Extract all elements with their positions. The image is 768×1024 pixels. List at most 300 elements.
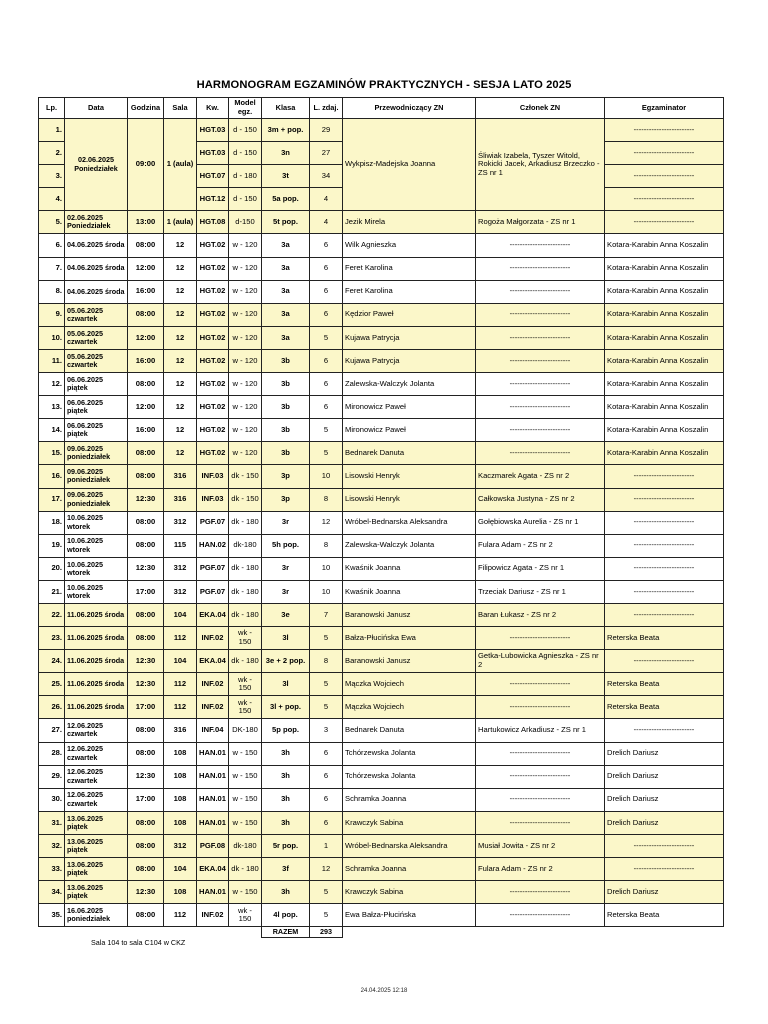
examiner: Drelich Dariusz — [605, 811, 724, 834]
committee-chair: Baranowski Janusz — [343, 603, 476, 626]
exam-room: 316 — [164, 488, 197, 511]
class-name: 3b — [262, 419, 310, 442]
exam-model: w - 150 — [229, 788, 262, 811]
committee-chair: Jezik Mirela — [343, 211, 476, 234]
exam-room: 108 — [164, 881, 197, 904]
table-row — [39, 257, 724, 280]
class-name: 5h pop. — [262, 534, 310, 557]
candidate-count: 6 — [310, 349, 343, 372]
exam-time: 12:30 — [128, 765, 164, 788]
qualification-code: HAN.01 — [197, 788, 229, 811]
examiner: Reterska Beata — [605, 904, 724, 927]
committee-member: Hartukowicz Arkadiusz - ZS nr 1 — [476, 719, 605, 742]
class-name: 3m + pop. — [262, 119, 310, 142]
class-name: 3r — [262, 580, 310, 603]
exam-date: 13.06.2025 piątek — [65, 881, 128, 904]
exam-model: wk - 150 — [229, 673, 262, 696]
committee-chair: Krawczyk Sabina — [343, 881, 476, 904]
row-number: 19. — [39, 534, 65, 557]
exam-model: w - 150 — [229, 742, 262, 765]
examiner: Kotara-Karabin Anna Koszalin — [605, 373, 724, 396]
exam-date: 04.06.2025 środa — [65, 234, 128, 257]
committee-member: ------------------------ — [476, 696, 605, 719]
committee-member: Trzeciak Dariusz - ZS nr 1 — [476, 580, 605, 603]
table-row — [39, 488, 724, 511]
class-name: 3f — [262, 858, 310, 881]
exam-date: 05.06.2025 czwartek — [65, 349, 128, 372]
row-number: 24. — [39, 650, 65, 673]
exam-model: wk - 150 — [229, 904, 262, 927]
qualification-code: HGT.02 — [197, 234, 229, 257]
candidate-count: 4 — [310, 211, 343, 234]
exam-room: 312 — [164, 834, 197, 857]
qualification-code: PGF.07 — [197, 511, 229, 534]
exam-date: 13.06.2025 piątek — [65, 811, 128, 834]
exam-room: 1 (aula) — [164, 119, 197, 211]
row-number: 21. — [39, 580, 65, 603]
candidate-count: 6 — [310, 303, 343, 326]
class-name: 5r pop. — [262, 834, 310, 857]
qualification-code: INF.03 — [197, 488, 229, 511]
candidate-count: 10 — [310, 465, 343, 488]
exam-room: 312 — [164, 557, 197, 580]
exam-model: w - 120 — [229, 326, 262, 349]
column-header: Kw. — [197, 98, 229, 119]
exam-time: 12:00 — [128, 257, 164, 280]
row-number: 22. — [39, 603, 65, 626]
table-row — [39, 580, 724, 603]
class-name: 3h — [262, 788, 310, 811]
exam-model: dk - 180 — [229, 858, 262, 881]
committee-chair: Feret Karolina — [343, 280, 476, 303]
exam-model: w - 150 — [229, 765, 262, 788]
exam-room: 108 — [164, 788, 197, 811]
qualification-code: HGT.07 — [197, 165, 229, 188]
table-row — [39, 765, 724, 788]
candidate-count: 8 — [310, 650, 343, 673]
table-row — [39, 234, 724, 257]
row-number: 30. — [39, 788, 65, 811]
class-name: 3e + 2 pop. — [262, 650, 310, 673]
exam-time: 13:00 — [128, 211, 164, 234]
exam-room: 104 — [164, 858, 197, 881]
exam-date: 06.06.2025 piątek — [65, 419, 128, 442]
exam-model: w - 120 — [229, 373, 262, 396]
exam-model: dk - 180 — [229, 603, 262, 626]
class-name: 3a — [262, 326, 310, 349]
class-name: 3b — [262, 442, 310, 465]
table-row — [39, 373, 724, 396]
row-number: 14. — [39, 419, 65, 442]
class-name: 5a pop. — [262, 188, 310, 211]
committee-member: ------------------------ — [476, 373, 605, 396]
exam-time: 08:00 — [128, 719, 164, 742]
committee-chair: Mironowicz Paweł — [343, 396, 476, 419]
exam-date: 11.06.2025 środa — [65, 673, 128, 696]
exam-model: wk - 150 — [229, 696, 262, 719]
row-number: 18. — [39, 511, 65, 534]
candidate-count: 34 — [310, 165, 343, 188]
candidate-count: 10 — [310, 557, 343, 580]
candidate-count: 27 — [310, 142, 343, 165]
qualification-code: HGT.02 — [197, 396, 229, 419]
exam-time: 08:00 — [128, 534, 164, 557]
exam-model: dk - 150 — [229, 465, 262, 488]
exam-room: 12 — [164, 349, 197, 372]
examiner: ------------------------ — [605, 142, 724, 165]
committee-member: ------------------------ — [476, 765, 605, 788]
committee-chair: Mironowicz Paweł — [343, 419, 476, 442]
committee-chair: Kujawa Patrycja — [343, 326, 476, 349]
class-name: 3a — [262, 303, 310, 326]
committee-chair: Kujawa Patrycja — [343, 349, 476, 372]
class-name: 3a — [262, 234, 310, 257]
exam-time: 08:00 — [128, 904, 164, 927]
qualification-code: INF.04 — [197, 719, 229, 742]
committee-chair: Tchórzewska Jolanta — [343, 765, 476, 788]
qualification-code: INF.03 — [197, 465, 229, 488]
row-number: 2. — [39, 142, 65, 165]
table-row — [39, 534, 724, 557]
committee-member: Getka-Lubowicka Agnieszka - ZS nr 2 — [476, 650, 605, 673]
exam-date: 09.06.2025 poniedziałek — [65, 488, 128, 511]
exam-room: 108 — [164, 765, 197, 788]
exam-date: 02.06.2025 Poniedziałek — [65, 119, 128, 211]
committee-member: ------------------------ — [476, 280, 605, 303]
table-row — [39, 465, 724, 488]
exam-time: 12:00 — [128, 326, 164, 349]
row-number: 3. — [39, 165, 65, 188]
total-label: RAZEM — [262, 927, 310, 938]
exam-time: 16:00 — [128, 280, 164, 303]
candidate-count: 5 — [310, 627, 343, 650]
examiner: Kotara-Karabin Anna Koszalin — [605, 396, 724, 419]
candidate-count: 4 — [310, 188, 343, 211]
exam-date: 10.06.2025 wtorek — [65, 534, 128, 557]
table-row — [39, 303, 724, 326]
candidate-count: 6 — [310, 742, 343, 765]
exam-room: 312 — [164, 511, 197, 534]
exam-room: 12 — [164, 234, 197, 257]
row-number: 9. — [39, 303, 65, 326]
candidate-count: 6 — [310, 234, 343, 257]
exam-date: 13.06.2025 piątek — [65, 858, 128, 881]
committee-chair: Zalewska-Walczyk Jolanta — [343, 534, 476, 557]
table-row — [39, 511, 724, 534]
exam-time: 08:00 — [128, 627, 164, 650]
table-row — [39, 557, 724, 580]
examiner: ------------------------ — [605, 580, 724, 603]
exam-room: 104 — [164, 650, 197, 673]
exam-date: 11.06.2025 środa — [65, 627, 128, 650]
exam-time: 08:00 — [128, 303, 164, 326]
exam-date: 06.06.2025 piątek — [65, 373, 128, 396]
committee-chair: Baranowski Janusz — [343, 650, 476, 673]
exam-room: 112 — [164, 904, 197, 927]
class-name: 3h — [262, 811, 310, 834]
exam-model: w - 150 — [229, 811, 262, 834]
examiner: Kotara-Karabin Anna Koszalin — [605, 280, 724, 303]
committee-member: Rogoża Małgorzata - ZS nr 1 — [476, 211, 605, 234]
candidate-count: 10 — [310, 580, 343, 603]
exam-date: 12.06.2025 czwartek — [65, 742, 128, 765]
exam-model: w - 120 — [229, 349, 262, 372]
examiner: Drelich Dariusz — [605, 765, 724, 788]
exam-room: 104 — [164, 603, 197, 626]
table-row — [39, 811, 724, 834]
exam-time: 12:30 — [128, 650, 164, 673]
exam-model: dk - 180 — [229, 511, 262, 534]
examiner: Drelich Dariusz — [605, 881, 724, 904]
column-header: Sala — [164, 98, 197, 119]
exam-room: 316 — [164, 465, 197, 488]
exam-time: 08:00 — [128, 442, 164, 465]
exam-time: 17:00 — [128, 696, 164, 719]
class-name: 3p — [262, 465, 310, 488]
committee-member: ------------------------ — [476, 234, 605, 257]
qualification-code: PGF.08 — [197, 834, 229, 857]
exam-room: 12 — [164, 303, 197, 326]
examiner: ------------------------ — [605, 211, 724, 234]
candidate-count: 29 — [310, 119, 343, 142]
exam-room: 316 — [164, 719, 197, 742]
qualification-code: EKA.04 — [197, 650, 229, 673]
table-row — [39, 881, 724, 904]
row-number: 35. — [39, 904, 65, 927]
exam-date: 05.06.2025 czwartek — [65, 326, 128, 349]
row-number: 29. — [39, 765, 65, 788]
class-name: 3r — [262, 511, 310, 534]
examiner: ------------------------ — [605, 858, 724, 881]
class-name: 3r — [262, 557, 310, 580]
exam-model: dk - 150 — [229, 488, 262, 511]
committee-member: Baran Łukasz - ZS nr 2 — [476, 603, 605, 626]
exam-date: 09.06.2025 poniedziałek — [65, 465, 128, 488]
print-timestamp: 24.04.2025 12:18 — [360, 988, 408, 994]
row-number: 12. — [39, 373, 65, 396]
exam-model: dk - 180 — [229, 580, 262, 603]
committee-chair: Tchórzewska Jolanta — [343, 742, 476, 765]
exam-date: 10.06.2025 wtorek — [65, 557, 128, 580]
exam-date: 13.06.2025 piątek — [65, 834, 128, 857]
exam-room: 12 — [164, 280, 197, 303]
qualification-code: INF.02 — [197, 673, 229, 696]
committee-member: ------------------------ — [476, 303, 605, 326]
committee-chair: Wykpisz-Madejska Joanna — [343, 119, 476, 211]
column-header: Przewodniczący ZN — [343, 98, 476, 119]
table-row — [39, 858, 724, 881]
row-number: 4. — [39, 188, 65, 211]
qualification-code: HGT.02 — [197, 373, 229, 396]
exam-date: 10.06.2025 wtorek — [65, 580, 128, 603]
examiner: Kotara-Karabin Anna Koszalin — [605, 349, 724, 372]
total-value: 293 — [310, 927, 343, 938]
candidate-count: 5 — [310, 673, 343, 696]
row-number: 11. — [39, 349, 65, 372]
table-row — [39, 349, 724, 372]
qualification-code: HGT.12 — [197, 188, 229, 211]
exam-model: d - 150 — [229, 119, 262, 142]
exam-room: 112 — [164, 696, 197, 719]
row-number: 27. — [39, 719, 65, 742]
exam-room: 12 — [164, 257, 197, 280]
qualification-code: HGT.02 — [197, 257, 229, 280]
exam-time: 08:00 — [128, 742, 164, 765]
candidate-count: 5 — [310, 696, 343, 719]
row-number: 31. — [39, 811, 65, 834]
qualification-code: HGT.02 — [197, 280, 229, 303]
exam-date: 04.06.2025 środa — [65, 280, 128, 303]
exam-room: 12 — [164, 396, 197, 419]
examiner: Reterska Beata — [605, 696, 724, 719]
room-note: Sala 104 to sala C104 w CKZ — [91, 938, 186, 947]
class-name: 3a — [262, 257, 310, 280]
column-header: L. zdaj. — [310, 98, 343, 119]
committee-member: ------------------------ — [476, 257, 605, 280]
exam-time: 12:30 — [128, 881, 164, 904]
table-row — [39, 442, 724, 465]
exam-time: 17:00 — [128, 788, 164, 811]
exam-time: 08:00 — [128, 603, 164, 626]
exam-date: 16.06.2025 poniedziałek — [65, 904, 128, 927]
committee-chair: Kwaśnik Joanna — [343, 557, 476, 580]
exam-time: 08:00 — [128, 373, 164, 396]
table-row — [39, 396, 724, 419]
committee-member: ------------------------ — [476, 673, 605, 696]
exam-date: 11.06.2025 środa — [65, 650, 128, 673]
class-name: 3e — [262, 603, 310, 626]
qualification-code: HGT.03 — [197, 119, 229, 142]
committee-member: ------------------------ — [476, 881, 605, 904]
qualification-code: EKA.04 — [197, 603, 229, 626]
exam-model: w - 120 — [229, 419, 262, 442]
exam-time: 17:00 — [128, 580, 164, 603]
committee-member: ------------------------ — [476, 349, 605, 372]
committee-member: Musiał Jowita - ZS nr 2 — [476, 834, 605, 857]
document-title: HARMONOGRAM EGZAMINÓW PRAKTYCZNYCH - SESJA LATO 2025 — [196, 79, 572, 91]
exam-room: 115 — [164, 534, 197, 557]
committee-chair: Mączka Wojciech — [343, 673, 476, 696]
committee-chair: Bednarek Danuta — [343, 442, 476, 465]
row-number: 15. — [39, 442, 65, 465]
exam-date: 05.06.2025 czwartek — [65, 303, 128, 326]
qualification-code: HAN.01 — [197, 765, 229, 788]
column-header: Lp. — [39, 98, 65, 119]
exam-model: d - 150 — [229, 142, 262, 165]
committee-chair: Wróbel-Bednarska Aleksandra — [343, 511, 476, 534]
class-name: 3l — [262, 627, 310, 650]
committee-member: ------------------------ — [476, 442, 605, 465]
exam-date: 09.06.2025 poniedziałek — [65, 442, 128, 465]
exam-model: dk - 180 — [229, 650, 262, 673]
candidate-count: 6 — [310, 396, 343, 419]
committee-chair: Lisowski Henryk — [343, 488, 476, 511]
class-name: 3b — [262, 373, 310, 396]
exam-time: 12:30 — [128, 673, 164, 696]
row-number: 34. — [39, 881, 65, 904]
exam-time: 08:00 — [128, 811, 164, 834]
table-row — [39, 742, 724, 765]
table-row — [39, 119, 724, 142]
committee-member: Filipowicz Agata - ZS nr 1 — [476, 557, 605, 580]
examiner: Kotara-Karabin Anna Koszalin — [605, 303, 724, 326]
committee-chair: Wilk Agnieszka — [343, 234, 476, 257]
committee-member: ------------------------ — [476, 811, 605, 834]
examiner: Drelich Dariusz — [605, 742, 724, 765]
candidate-count: 6 — [310, 788, 343, 811]
examiner: Drelich Dariusz — [605, 788, 724, 811]
exam-model: d - 150 — [229, 188, 262, 211]
exam-room: 112 — [164, 673, 197, 696]
exam-date: 04.06.2025 środa — [65, 257, 128, 280]
row-number: 7. — [39, 257, 65, 280]
exam-schedule-table — [38, 97, 724, 938]
column-header: Godzina — [128, 98, 164, 119]
exam-time: 08:00 — [128, 834, 164, 857]
candidate-count: 1 — [310, 834, 343, 857]
row-number: 26. — [39, 696, 65, 719]
qualification-code: HGT.08 — [197, 211, 229, 234]
class-name: 3l + pop. — [262, 696, 310, 719]
examiner: ------------------------ — [605, 511, 724, 534]
exam-room: 112 — [164, 627, 197, 650]
examiner: Reterska Beata — [605, 627, 724, 650]
qualification-code: INF.02 — [197, 904, 229, 927]
row-number: 33. — [39, 858, 65, 881]
exam-time: 12:00 — [128, 396, 164, 419]
committee-member: Śliwiak Izabela, Tyszer Witold, Rokicki Jacek, Arkadiusz Brzeczko - ZS nr 1 — [476, 119, 605, 211]
committee-chair: Schramka Joanna — [343, 858, 476, 881]
class-name: 3p — [262, 488, 310, 511]
exam-date: 12.06.2025 czwartek — [65, 788, 128, 811]
class-name: 3b — [262, 349, 310, 372]
committee-member: ------------------------ — [476, 627, 605, 650]
exam-time: 08:00 — [128, 511, 164, 534]
committee-member: ------------------------ — [476, 742, 605, 765]
examiner: ------------------------ — [605, 557, 724, 580]
row-number: 17. — [39, 488, 65, 511]
committee-member: ------------------------ — [476, 904, 605, 927]
examiner: Kotara-Karabin Anna Koszalin — [605, 419, 724, 442]
qualification-code: HAN.01 — [197, 881, 229, 904]
examiner: ------------------------ — [605, 834, 724, 857]
exam-model: dk-180 — [229, 534, 262, 557]
candidate-count: 7 — [310, 603, 343, 626]
qualification-code: HAN.02 — [197, 534, 229, 557]
examiner: Kotara-Karabin Anna Koszalin — [605, 326, 724, 349]
row-number: 5. — [39, 211, 65, 234]
committee-member: ------------------------ — [476, 788, 605, 811]
exam-room: 312 — [164, 580, 197, 603]
qualification-code: INF.02 — [197, 627, 229, 650]
exam-model: w - 120 — [229, 396, 262, 419]
column-header: Klasa — [262, 98, 310, 119]
committee-chair: Wróbel-Bednarska Aleksandra — [343, 834, 476, 857]
committee-member: Całkowska Justyna - ZS nr 2 — [476, 488, 605, 511]
examiner: ------------------------ — [605, 488, 724, 511]
table-row — [39, 603, 724, 626]
exam-room: 108 — [164, 742, 197, 765]
committee-chair: Feret Karolina — [343, 257, 476, 280]
exam-time: 12:30 — [128, 557, 164, 580]
exam-room: 1 (aula) — [164, 211, 197, 234]
candidate-count: 5 — [310, 442, 343, 465]
row-number: 23. — [39, 627, 65, 650]
row-number: 10. — [39, 326, 65, 349]
table-row — [39, 326, 724, 349]
examiner: Reterska Beata — [605, 673, 724, 696]
exam-room: 108 — [164, 811, 197, 834]
